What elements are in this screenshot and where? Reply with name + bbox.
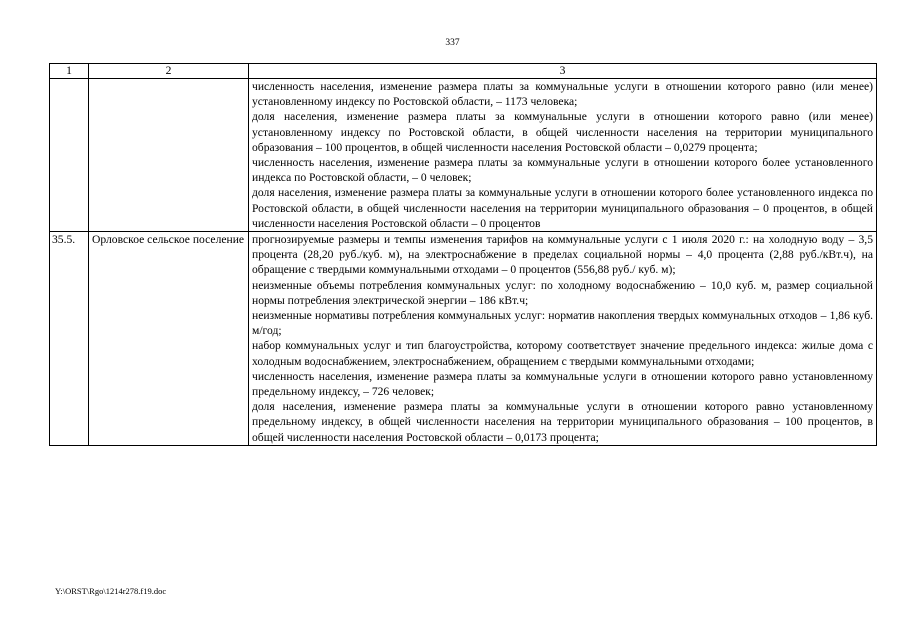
row-number-cell xyxy=(50,79,89,232)
description-paragraph: доля населения, изменение размера платы за коммунальные услуги в отношении которого более установленного индекса по Ростовской области, в общей численности населения на территории муниципального образования – 0 процентов, в общей численности населения Ростовской области – 0 процентов xyxy=(252,186,873,230)
description-paragraph: прогнозируемые размеры и темпы изменения тарифов на коммунальные услуги с 1 июля 2020 г.: на холодную воду – 3,5 процента (28,20 руб./куб. м), на электроснабжение в пределах социальной нормы – 4,0 процента (2,88 руб./кВт.ч), на обращение с твердыми коммунальными отходами – 0 процентов (556,88 руб./ куб. м); xyxy=(252,233,873,277)
page-number: 337 xyxy=(445,38,460,48)
description-cell xyxy=(249,79,877,232)
table-row xyxy=(50,79,877,232)
document-table xyxy=(49,63,877,446)
column-header-3: 3 xyxy=(249,64,877,79)
description-cell xyxy=(249,232,877,446)
description-paragraph: набор коммунальных услуг и тип благоустройства, которому соответствует значение предельного индекса: жилые дома с холодным водоснабжением, электроснабжением, обращением с твердыми коммунальными отходами; xyxy=(252,339,873,368)
description-paragraph: неизменные нормативы потребления коммунальных услуг: норматив накопления твердых коммунальных отходов – 1,86 куб. м/год; xyxy=(252,309,873,338)
column-header-1: 1 xyxy=(50,64,89,79)
description-paragraph: численность населения, изменение размера платы за коммунальные услуги в отношении которого более установленного индекса по Ростовской области, – 0 человек; xyxy=(252,156,873,185)
description-paragraph: численность населения, изменение размера платы за коммунальные услуги в отношении которого равно (или менее) установленному индексу по Ростовской области, – 1173 человека; xyxy=(252,80,873,109)
description-paragraph: доля населения, изменение размера платы за коммунальные услуги в отношении которого равно (или менее) установленному индексу по Ростовской области, в общей численности населения на территории муниципального образования – 100 процентов, в общей численности населения Ростовской области – 0,0279 процента; xyxy=(252,110,873,154)
description-paragraph: неизменные объемы потребления коммунальных услуг: по холодному водоснабжению – 10,0 куб. м, размер социальной нормы потребления электрической энергии – 186 кВт.ч; xyxy=(252,278,873,307)
settlement-name-cell: Орловское сельское поселение xyxy=(89,232,249,446)
table-header-row xyxy=(50,64,877,79)
column-header-2: 2 xyxy=(89,64,249,79)
description-paragraph: доля населения, изменение размера платы за коммунальные услуги в отношении которого равно установленному предельному индексу, в общей численности населения на территории муниципального образования – 100 процентов, в общей численности населения Ростовской области – 0,0173 процента; xyxy=(252,400,873,444)
table-row xyxy=(50,232,877,446)
document-path-footer: Y:\ORST\Rgo\1214r278.f19.doc xyxy=(55,586,167,596)
description-paragraph: численность населения, изменение размера платы за коммунальные услуги в отношении которого равно установленному предельному индексу, – 726 человек; xyxy=(252,369,873,399)
settlement-name-cell xyxy=(89,79,249,232)
row-number-cell: 35.5. xyxy=(50,232,89,446)
